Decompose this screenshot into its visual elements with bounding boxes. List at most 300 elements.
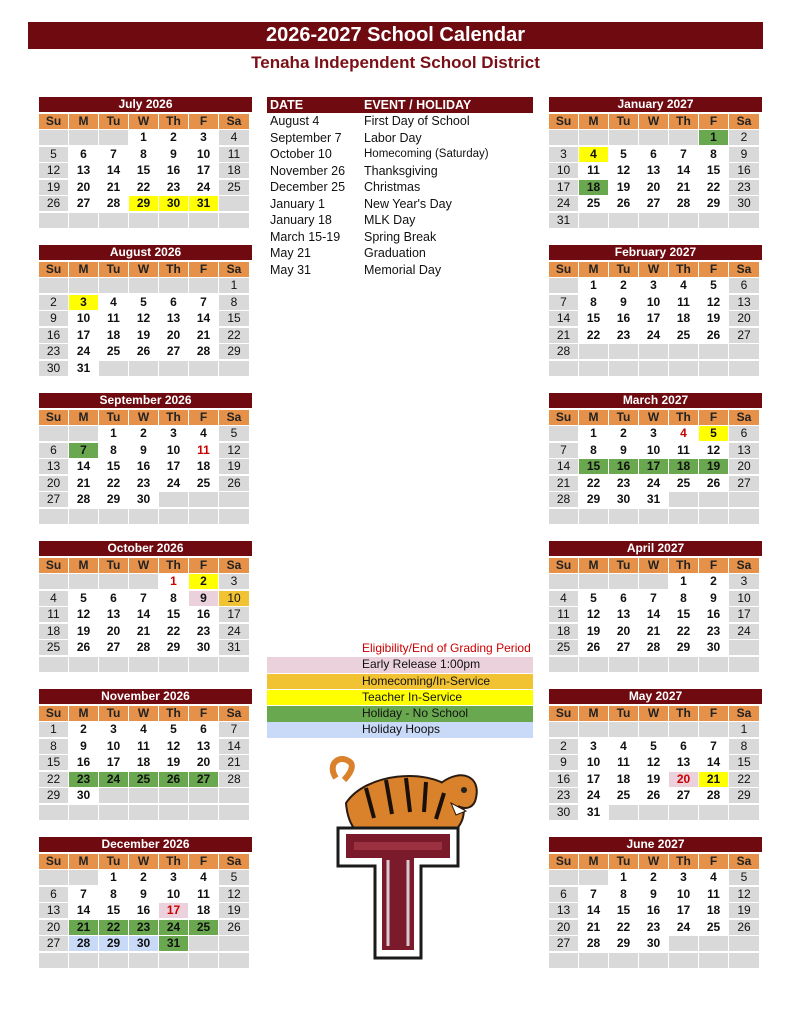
day-cell: 5 [579, 591, 608, 606]
empty-day-cell [729, 213, 759, 228]
day-cell: 22 [669, 624, 698, 639]
day-cell: 12 [729, 887, 759, 902]
day-cell: 13 [729, 295, 759, 310]
day-cell: 7 [69, 443, 98, 458]
day-cell: 5 [159, 722, 188, 737]
day-cell: 1 [669, 574, 698, 589]
day-cell: 24 [159, 920, 188, 935]
weekday-header: Sa [729, 558, 759, 573]
weekday-header: W [639, 558, 668, 573]
empty-day-cell [699, 213, 728, 228]
week-row [39, 492, 252, 507]
day-cell: 24 [729, 624, 759, 639]
week-row [549, 755, 762, 770]
day-cell: 31 [549, 213, 578, 228]
day-cell: 27 [189, 772, 218, 787]
day-cell: 19 [129, 328, 158, 343]
week-row [549, 624, 762, 639]
weekday-header-row [549, 114, 762, 129]
week-row [39, 196, 252, 211]
day-cell: 6 [609, 591, 638, 606]
empty-day-cell [549, 278, 578, 293]
week-row [39, 459, 252, 474]
weekday-header-row [549, 262, 762, 277]
month-title: October 2026 [39, 541, 252, 556]
empty-day-cell [189, 805, 218, 820]
district-name: Tenaha Independent School District [251, 53, 540, 72]
day-cell: 23 [729, 180, 759, 195]
weekday-header-row [549, 854, 762, 869]
empty-day-cell [639, 574, 668, 589]
day-cell: 15 [579, 311, 608, 326]
weekday-header: Tu [99, 262, 128, 277]
day-cell: 24 [639, 476, 668, 491]
empty-day-cell [129, 361, 158, 376]
day-cell: 26 [729, 920, 759, 935]
empty-day-cell [579, 574, 608, 589]
empty-day-cell [639, 953, 668, 968]
weekday-header: Th [669, 410, 698, 425]
empty-day-cell [669, 936, 698, 951]
month-title: February 2027 [549, 245, 762, 260]
day-cell: 8 [609, 887, 638, 902]
empty-day-cell [549, 509, 578, 524]
day-cell: 22 [699, 180, 728, 195]
week-row [549, 180, 762, 195]
week-row [549, 426, 762, 441]
day-cell: 17 [69, 328, 98, 343]
day-cell: 10 [549, 163, 578, 178]
empty-day-cell [669, 492, 698, 507]
day-cell: 1 [99, 426, 128, 441]
empty-day-cell [189, 492, 218, 507]
day-cell: 4 [99, 295, 128, 310]
day-cell: 1 [219, 278, 249, 293]
empty-day-cell [69, 805, 98, 820]
day-cell: 3 [99, 722, 128, 737]
month-calendar [39, 689, 252, 820]
weekday-header-row [39, 558, 252, 573]
day-cell: 18 [219, 163, 249, 178]
day-cell: 31 [69, 361, 98, 376]
day-cell: 19 [579, 624, 608, 639]
week-row [39, 936, 252, 951]
day-cell: 18 [189, 459, 218, 474]
weekday-header: W [129, 114, 158, 129]
empty-day-cell [549, 953, 578, 968]
day-cell: 16 [39, 328, 68, 343]
day-cell: 27 [549, 936, 578, 951]
empty-day-cell [669, 344, 698, 359]
week-row [39, 739, 252, 754]
day-cell: 13 [159, 311, 188, 326]
day-cell: 18 [669, 311, 698, 326]
day-cell: 29 [99, 936, 128, 951]
day-cell: 22 [609, 920, 638, 935]
week-row [39, 887, 252, 902]
day-cell: 7 [579, 887, 608, 902]
day-cell: 14 [219, 739, 249, 754]
empty-day-cell [609, 722, 638, 737]
day-cell: 3 [69, 295, 98, 310]
day-cell: 26 [129, 344, 158, 359]
empty-day-cell [69, 657, 98, 672]
day-cell: 10 [219, 591, 249, 606]
day-cell: 14 [189, 311, 218, 326]
day-cell: 10 [99, 739, 128, 754]
day-cell: 5 [639, 739, 668, 754]
day-cell: 25 [549, 640, 578, 655]
empty-day-cell [669, 657, 698, 672]
week-row [39, 344, 252, 359]
week-row [549, 953, 762, 968]
week-row [39, 607, 252, 622]
week-row [549, 640, 762, 655]
day-cell: 1 [699, 130, 728, 145]
day-cell: 17 [639, 311, 668, 326]
week-row [549, 920, 762, 935]
month-title: March 2027 [549, 393, 762, 408]
day-cell: 2 [609, 278, 638, 293]
week-row [549, 657, 762, 672]
weekday-header: Su [549, 114, 578, 129]
empty-day-cell [69, 574, 98, 589]
weekday-header-row [39, 854, 252, 869]
weekday-header: Su [39, 114, 68, 129]
weekday-header: Th [159, 410, 188, 425]
weekday-header: Su [39, 706, 68, 721]
event-row [267, 130, 533, 147]
weekday-header: W [639, 262, 668, 277]
empty-day-cell [699, 953, 728, 968]
empty-day-cell [729, 657, 759, 672]
weekday-header: Tu [99, 114, 128, 129]
day-cell: 19 [219, 903, 249, 918]
day-cell: 30 [549, 805, 578, 820]
weekday-header: W [639, 114, 668, 129]
empty-day-cell [639, 130, 668, 145]
day-cell: 11 [549, 607, 578, 622]
event-date: December 25 [270, 180, 346, 194]
weekday-header: M [69, 854, 98, 869]
week-row [39, 443, 252, 458]
day-cell: 26 [579, 640, 608, 655]
day-cell: 22 [219, 328, 249, 343]
event-name: Christmas [364, 180, 421, 194]
day-cell: 2 [129, 426, 158, 441]
event-date: March 15-19 [270, 229, 341, 244]
empty-day-cell [159, 361, 188, 376]
weekday-header: W [639, 410, 668, 425]
weekday-header: Tu [99, 410, 128, 425]
week-row [549, 772, 762, 787]
day-cell: 4 [549, 591, 578, 606]
weekday-header: F [189, 262, 218, 277]
day-cell: 25 [189, 476, 218, 491]
week-row [39, 361, 252, 376]
day-cell: 27 [729, 328, 759, 343]
day-cell: 16 [189, 607, 218, 622]
empty-day-cell [129, 805, 158, 820]
day-cell: 18 [579, 180, 608, 195]
day-cell: 27 [609, 640, 638, 655]
day-cell: 10 [189, 147, 218, 162]
empty-day-cell [189, 278, 218, 293]
day-cell: 15 [729, 755, 759, 770]
weekday-header: W [129, 706, 158, 721]
week-row [39, 574, 252, 589]
day-cell: 6 [639, 147, 668, 162]
day-cell: 2 [549, 739, 578, 754]
day-cell: 14 [69, 459, 98, 474]
weekday-header: M [579, 558, 608, 573]
day-cell: 6 [99, 591, 128, 606]
day-cell: 19 [699, 311, 728, 326]
events-event-header: EVENT / HOLIDAY [364, 98, 472, 112]
event-row [267, 179, 533, 196]
day-cell: 7 [669, 147, 698, 162]
month-calendar [549, 541, 762, 672]
empty-day-cell [39, 213, 68, 228]
day-cell: 19 [39, 180, 68, 195]
empty-day-cell [69, 130, 98, 145]
day-cell: 4 [219, 130, 249, 145]
day-cell: 13 [39, 903, 68, 918]
month-calendar [549, 97, 762, 228]
empty-day-cell [549, 361, 578, 376]
weekday-header: Tu [99, 706, 128, 721]
day-cell: 10 [69, 311, 98, 326]
empty-day-cell [39, 509, 68, 524]
weekday-header: M [69, 114, 98, 129]
day-cell: 12 [69, 607, 98, 622]
day-cell: 10 [729, 591, 759, 606]
day-cell: 7 [189, 295, 218, 310]
week-row [549, 311, 762, 326]
day-cell: 17 [159, 459, 188, 474]
empty-day-cell [39, 657, 68, 672]
event-row [267, 229, 533, 246]
day-cell: 17 [549, 180, 578, 195]
day-cell: 27 [729, 476, 759, 491]
empty-day-cell [129, 213, 158, 228]
weekday-header: F [189, 854, 218, 869]
empty-day-cell [669, 953, 698, 968]
weekday-header-row [549, 706, 762, 721]
day-cell: 30 [699, 640, 728, 655]
empty-day-cell [609, 361, 638, 376]
day-cell: 12 [159, 739, 188, 754]
day-cell: 15 [609, 903, 638, 918]
weekday-header: Tu [609, 410, 638, 425]
day-cell: 21 [669, 180, 698, 195]
weekday-header: F [699, 114, 728, 129]
day-cell: 9 [609, 295, 638, 310]
day-cell: 4 [609, 739, 638, 754]
day-cell: 8 [99, 887, 128, 902]
event-date: May 21 [270, 246, 311, 260]
week-row [39, 755, 252, 770]
week-row [39, 213, 252, 228]
month-calendar [549, 393, 762, 524]
day-cell: 13 [189, 739, 218, 754]
day-cell: 7 [549, 295, 578, 310]
empty-day-cell [579, 213, 608, 228]
day-cell: 16 [729, 163, 759, 178]
day-cell: 23 [639, 920, 668, 935]
event-date: November 26 [270, 163, 346, 178]
event-name: Homecoming (Saturday) [364, 148, 489, 160]
empty-day-cell [729, 640, 759, 655]
event-name: MLK Day [364, 213, 416, 227]
week-row [39, 903, 252, 918]
empty-day-cell [729, 344, 759, 359]
weekday-header: Th [669, 706, 698, 721]
day-cell: 5 [699, 426, 728, 441]
week-row [549, 295, 762, 310]
weekday-header: Th [669, 854, 698, 869]
weekday-header: Th [159, 854, 188, 869]
empty-day-cell [549, 426, 578, 441]
day-cell: 15 [219, 311, 249, 326]
month-title: August 2026 [39, 245, 252, 260]
day-cell: 20 [669, 772, 698, 787]
day-cell: 31 [189, 196, 218, 211]
day-cell: 14 [579, 903, 608, 918]
empty-day-cell [69, 213, 98, 228]
weekday-header: M [69, 706, 98, 721]
day-cell: 8 [219, 295, 249, 310]
day-cell: 8 [729, 739, 759, 754]
empty-day-cell [609, 509, 638, 524]
week-row [39, 920, 252, 935]
weekday-header: Su [549, 410, 578, 425]
weekday-header: Sa [729, 854, 759, 869]
event-date: January 18 [270, 213, 332, 227]
day-cell: 25 [669, 476, 698, 491]
day-cell: 6 [39, 887, 68, 902]
day-cell: 8 [99, 443, 128, 458]
letter-t-logo [338, 828, 458, 958]
day-cell: 8 [159, 591, 188, 606]
day-cell: 5 [69, 591, 98, 606]
empty-day-cell [129, 657, 158, 672]
day-cell: 21 [129, 624, 158, 639]
day-cell: 16 [609, 459, 638, 474]
day-cell: 21 [549, 476, 578, 491]
day-cell: 25 [39, 640, 68, 655]
weekday-header: M [69, 262, 98, 277]
legend-item: Holiday Hoops [267, 722, 533, 738]
day-cell: 23 [609, 328, 638, 343]
empty-day-cell [609, 213, 638, 228]
empty-day-cell [729, 509, 759, 524]
day-cell: 6 [159, 295, 188, 310]
week-row [549, 607, 762, 622]
weekday-header: Th [159, 114, 188, 129]
week-row [39, 591, 252, 606]
day-cell: 30 [159, 196, 188, 211]
day-cell: 26 [609, 196, 638, 211]
day-cell: 28 [579, 936, 608, 951]
day-cell: 23 [129, 476, 158, 491]
day-cell: 24 [99, 772, 128, 787]
weekday-header: Th [159, 262, 188, 277]
weekday-header: F [699, 706, 728, 721]
day-cell: 31 [579, 805, 608, 820]
week-row [39, 805, 252, 820]
day-cell: 12 [579, 607, 608, 622]
day-cell: 9 [189, 591, 218, 606]
empty-day-cell [69, 953, 98, 968]
empty-day-cell [609, 130, 638, 145]
event-date: September 7 [270, 130, 342, 145]
weekday-header: Tu [99, 854, 128, 869]
day-cell: 9 [729, 147, 759, 162]
day-cell: 26 [219, 920, 249, 935]
day-cell: 15 [669, 607, 698, 622]
empty-day-cell [219, 657, 249, 672]
day-cell: 18 [669, 459, 698, 474]
empty-day-cell [609, 344, 638, 359]
empty-day-cell [669, 805, 698, 820]
legend-item: Holiday - No School [267, 706, 533, 722]
day-cell: 5 [129, 295, 158, 310]
legend-item: Teacher In-Service [267, 690, 533, 706]
week-row [39, 295, 252, 310]
empty-day-cell [579, 130, 608, 145]
day-cell: 12 [609, 163, 638, 178]
event-name: Labor Day [364, 130, 422, 145]
empty-day-cell [219, 936, 249, 951]
day-cell: 25 [699, 920, 728, 935]
empty-day-cell [549, 657, 578, 672]
day-cell: 16 [129, 903, 158, 918]
day-cell: 2 [699, 574, 728, 589]
day-cell: 13 [99, 607, 128, 622]
weekday-header: W [129, 854, 158, 869]
day-cell: 29 [579, 492, 608, 507]
day-cell: 11 [219, 147, 249, 162]
empty-day-cell [189, 936, 218, 951]
tiger-mascot-logo [276, 748, 520, 970]
event-name: New Year's Day [364, 196, 452, 211]
day-cell: 4 [669, 426, 698, 441]
day-cell: 3 [579, 739, 608, 754]
day-cell: 9 [129, 887, 158, 902]
day-cell: 5 [219, 426, 249, 441]
day-cell: 21 [699, 772, 728, 787]
empty-day-cell [219, 213, 249, 228]
weekday-header: Su [39, 854, 68, 869]
day-cell: 14 [69, 903, 98, 918]
day-cell: 17 [99, 755, 128, 770]
empty-day-cell [159, 788, 188, 803]
event-name: First Day of School [364, 114, 470, 128]
week-row [549, 574, 762, 589]
day-cell: 27 [159, 344, 188, 359]
day-cell: 17 [729, 607, 759, 622]
empty-day-cell [189, 509, 218, 524]
day-cell: 15 [99, 903, 128, 918]
empty-day-cell [99, 953, 128, 968]
empty-day-cell [39, 805, 68, 820]
event-row [267, 245, 533, 262]
weekday-header: Th [669, 114, 698, 129]
day-cell: 15 [159, 607, 188, 622]
weekday-header-row [549, 558, 762, 573]
day-cell: 22 [159, 624, 188, 639]
